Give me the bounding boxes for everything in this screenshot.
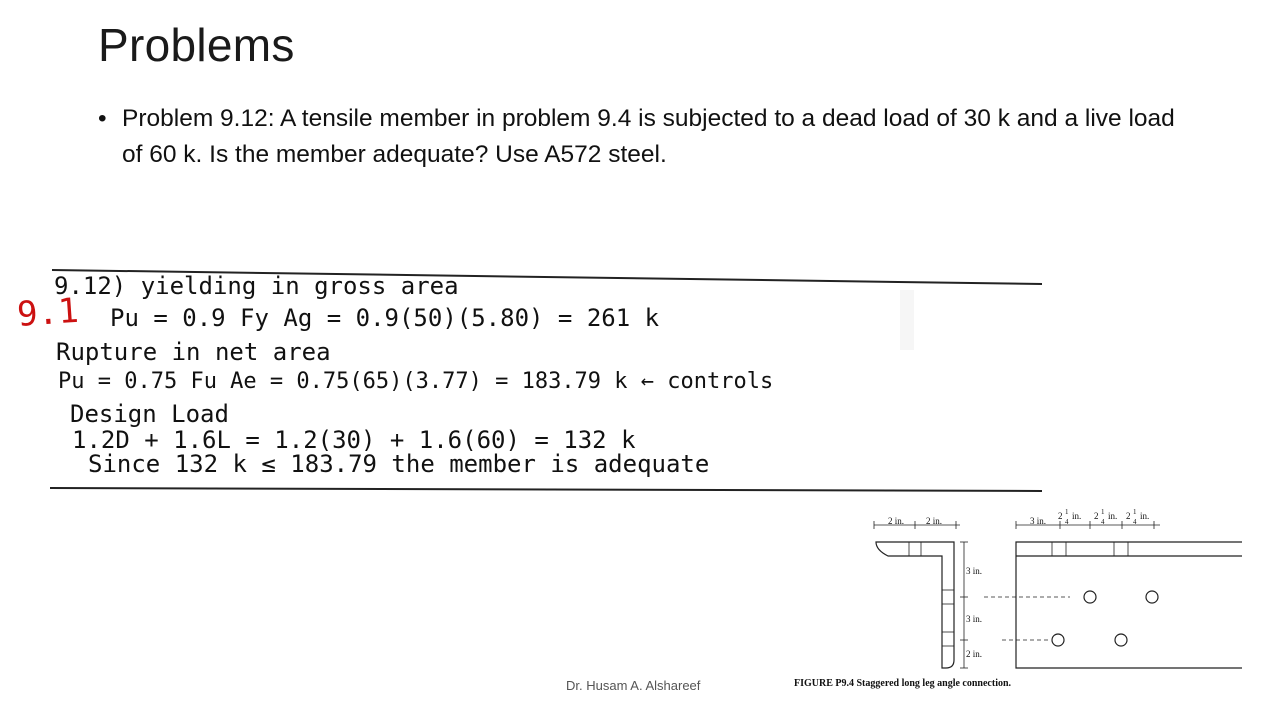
svg-text:1: 1: [1133, 508, 1137, 516]
solution-line-5: Design Load: [70, 400, 229, 428]
svg-text:4: 4: [1133, 518, 1137, 526]
svg-text:1: 1: [1065, 508, 1069, 516]
svg-text:2: 2: [1126, 511, 1131, 521]
dim-left-1: 2 in.: [888, 516, 905, 526]
problem-bullet: [98, 101, 1188, 173]
dim-vert-1: 3 in.: [966, 566, 983, 576]
svg-text:in.: in.: [1108, 511, 1118, 521]
svg-text:in.: in.: [1140, 511, 1150, 521]
dim-right-2: [1094, 508, 1117, 526]
svg-text:1: 1: [1101, 508, 1105, 516]
solution-line-2: Pu = 0.9 Fy Ag = 0.9(50)(5.80) = 261 k: [110, 304, 660, 332]
bullet-dot-icon: •: [98, 105, 107, 132]
solution-line-7: Since 132 k ≤ 183.79 the member is adequate: [88, 450, 710, 478]
dim-right-first: 3 in.: [1030, 516, 1047, 526]
svg-text:4: 4: [1101, 518, 1105, 526]
angle-section: [874, 521, 968, 668]
dim-right-1: [1058, 508, 1081, 526]
problem-text: Problem 9.12: A tensile member in problem 9.4 is subjected to a dead load of 30 k and a live load of 60 k. Is the member adequate? Use A572 steel.: [122, 105, 1175, 168]
solution-line-3: Rupture in net area: [56, 338, 331, 366]
solution-line-4: Pu = 0.75 Fu Ae = 0.75(65)(3.77) = 183.79 k ← controls: [58, 369, 774, 394]
slide-footer: Dr. Husam A. Alshareef: [566, 678, 701, 693]
figure-p9-4: [794, 500, 1260, 700]
leg-plan-view: [984, 521, 1242, 668]
figure-caption: FIGURE P9.4 Staggered long leg angle connection.: [794, 678, 1012, 689]
dim-left-2: 2 in.: [926, 516, 943, 526]
bottom-rule: [50, 488, 1042, 491]
solution-line-1: 9.12) yielding in gross area: [54, 272, 459, 300]
svg-text:4: 4: [1065, 518, 1069, 526]
dim-vert-2: 3 in.: [966, 614, 983, 624]
svg-text:in.: in.: [1072, 511, 1082, 521]
handwritten-solution: [0, 262, 1060, 502]
solution-line-6: 1.2D + 1.6L = 1.2(30) + 1.6(60) = 132 k: [72, 426, 636, 454]
slide-title: Problems: [98, 19, 295, 71]
margin-note: 9.1: [15, 290, 80, 335]
dim-right-3: [1126, 508, 1149, 526]
dim-vert-3: 2 in.: [966, 649, 983, 659]
svg-text:2: 2: [1058, 511, 1063, 521]
svg-text:2: 2: [1094, 511, 1099, 521]
